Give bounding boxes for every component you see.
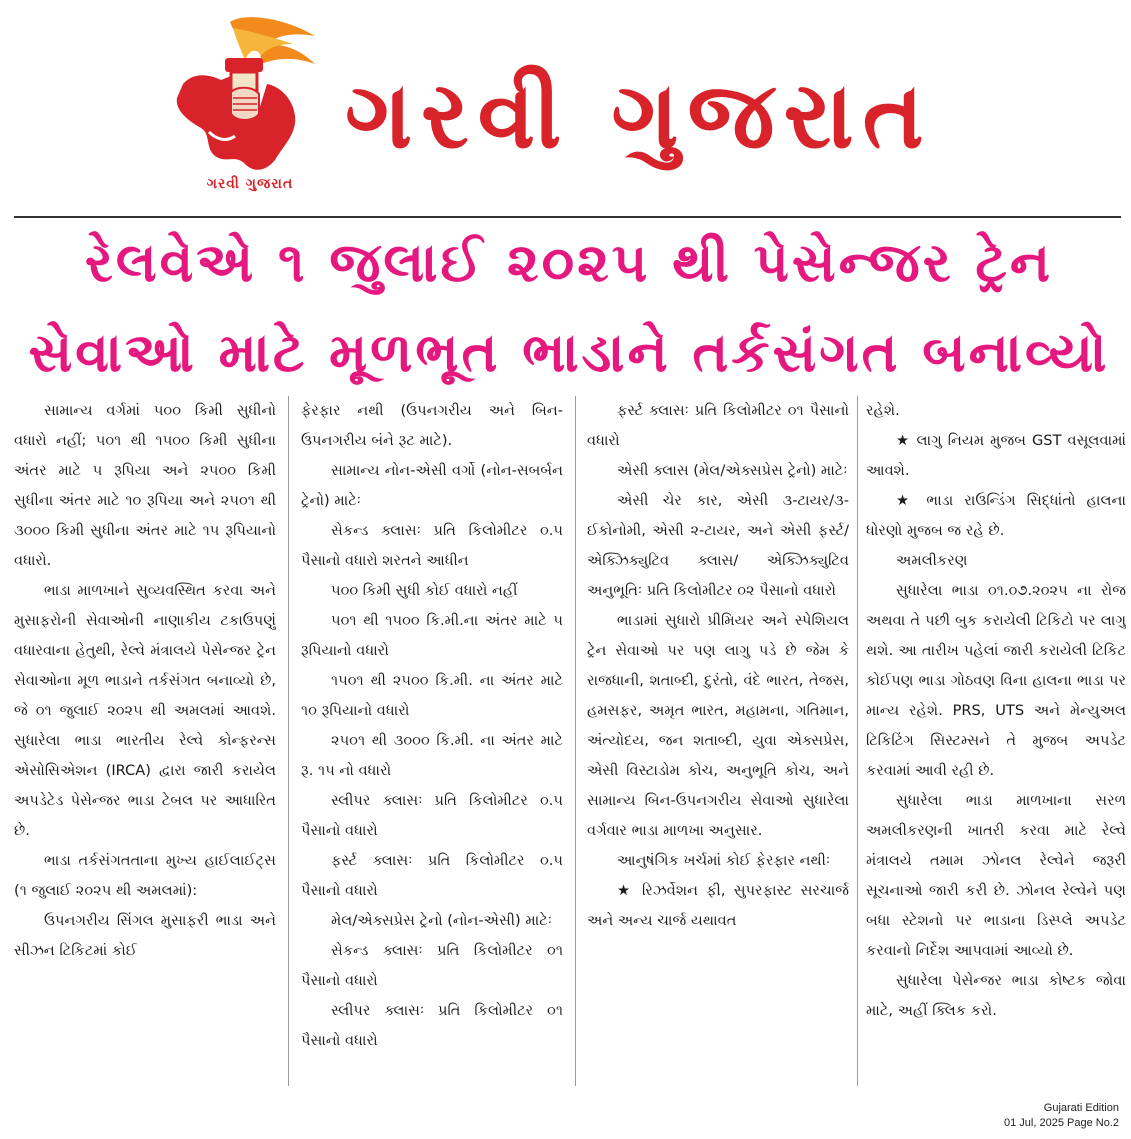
headline-line-2: સેવાઓ માટે મૂળભૂત ભાડાને તર્કસંગત બનાવ્યો bbox=[28, 321, 1110, 384]
article-column-4 bbox=[866, 396, 1126, 1086]
headline-line-1: રેલવેએ ૧ જુલાઈ ૨૦૨૫ થી પેસેન્જર ટ્રેન bbox=[84, 231, 1054, 294]
paragraph: ઉપનગરીય સિંગલ મુસાફરી ભાડા અને સીઝન ટિકિટમાં કોઈ bbox=[14, 912, 276, 959]
paragraph: ૨૫૦૧ થી ૩૦૦૦ કિ.મી. ના અંતર માટે રૂ. ૧૫ નો વધારો bbox=[301, 732, 563, 779]
paragraph: સુધારેલા ભાડા માળખાના સરળ અમલીકરણની ખાતરી કરવા માટે રેલ્વે મંત્રાલયે તમામ ઝોનલ રેલ્વેને જરૂરી સૂચનાઓ જારી કરી છે. ઝોનલ રેલ્વેને પણ બધા સ્ટેશનો પર ભાડાના ડિસ્પ્લે અપડેટ કરવાનો નિર્દેશ આપવામાં આવ્યો છે. bbox=[866, 792, 1126, 959]
column-divider bbox=[288, 396, 289, 1086]
paragraph: સુધારેલા ભાડા ૦૧.૦૭.૨૦૨૫ ના રોજ અથવા તે પછી બુક કરાયેલી ટિકિટો પર લાગુ થશે. આ તારીખ પહેલાં જારી કરાયેલી ટિકિટ કોઈપણ ભાડા ગોઠવણ વિના હાલના ભાડા પર માન્ય રહેશે. PRS, UTS અને મેન્યુઅલ ટિકિટિંગ સિસ્ટમ્સને તે મુજબ અપડેટ કરવામાં આવી રહી છે. bbox=[866, 582, 1126, 779]
paragraph: ફર્સ્ટ ક્લાસઃ પ્રતિ કિલોમીટર ૦૧ પૈસાનો વધારો bbox=[587, 402, 849, 449]
paragraph: ભાડા માળખાને સુવ્યવસ્થિત કરવા અને મુસાફરોની સેવાઓની નાણાકીય ટકાઉપણું વધારવાના હેતુથી, રેલ્વે મંત્રાલયે પેસેન્જર ટ્રેન સેવાઓના મૂળ ભાડાને તર્કસંગત બનાવ્યો છે, જે ૦૧ જુલાઈ ૨૦૨૫ થી અમલમાં આવશે. સુધારેલા ભાડા ભારતીય રેલ્વે કોન્ફરન્સ એસોસિએશન (IRCA) દ્વારા જારી કરાયેલ અપડેટેડ પેસેન્જર ભાડા ટેબલ પર આધારિત છે. bbox=[14, 582, 276, 839]
paragraph: ભાડામાં સુધારો પ્રીમિયર અને સ્પેશિયલ ટ્રેન સેવાઓ પર પણ લાગુ પડે છે જેમ કે રાજધાની, શતાબ્દી, દુરંતો, વંદે ભારત, તેજસ, હમસફર, અમૃત ભારત, મહામના, ગતિમાન, અંત્યોદય, જન શતાબ્દી, યુવા એક્સપ્રેસ, એસી વિસ્ટાડોમ કોચ, અનુભૂતિ કોચ, અને સામાન્ય બિન-ઉપનગરીય સેવાઓ સુધારેલા વર્ગવાર ભાડા માળખા અનુસાર. bbox=[587, 612, 849, 839]
article-column-1 bbox=[14, 396, 276, 1086]
masthead-title: ગરવી ગુજરાત bbox=[345, 62, 933, 169]
masthead-divider bbox=[14, 216, 1121, 218]
article-body bbox=[14, 396, 1126, 1086]
paragraph: ★ ભાડા રાઉન્ડિંગ સિદ્ધાંતો હાલના ધોરણો મુજબ જ રહે છે. bbox=[866, 492, 1126, 539]
paragraph: ૫૦૧ થી ૧૫૦૦ કિ.મી.ના અંતર માટે ૫ રૂપિયાનો વધારો bbox=[301, 612, 563, 659]
column-divider bbox=[575, 396, 576, 1086]
paragraph: સામાન્ય વર્ગમાં ૫૦૦ કિમી સુધીનો વધારો નહીં; ૫૦૧ થી ૧૫૦૦ કિમી સુધીના અંતર માટે ૫ રૂપિયા અને ૨૫૦૦ કિમી સુધીના અંતર માટે ૧૦ રૂપિયા અને ૨૫૦૧ થી ૩૦૦૦ કિમી સુધીના અંતર માટે ૧૫ રૂપિયાનો વધારો. bbox=[14, 402, 276, 569]
paragraph: ★ લાગુ નિયમ મુજબ GST વસૂલવામાં આવશે. bbox=[866, 432, 1126, 479]
paragraph: એસી ક્લાસ (મેલ/એક્સપ્રેસ ટ્રેનો) માટેઃ bbox=[617, 462, 848, 479]
column-divider bbox=[857, 396, 858, 1086]
paragraph: ભાડા તર્કસંગતતાના મુખ્ય હાઈલાઈટ્સ (૧ જુલાઈ ૨૦૨૫ થી અમલમાં): bbox=[14, 852, 276, 899]
paragraph: રહેશે. bbox=[866, 402, 900, 419]
masthead bbox=[0, 0, 1131, 214]
paragraph: સેકન્ડ ક્લાસઃ પ્રતિ કિલોમીટર ૦૧ પૈસાનો વધારો bbox=[301, 942, 563, 989]
paragraph: ૫૦૦ કિમી સુધી કોઈ વધારો નહીં bbox=[331, 582, 518, 599]
edition-footer bbox=[1004, 1101, 1119, 1131]
paragraph: સ્લીપર ક્લાસઃ પ્રતિ કિલોમીટર ૦૧ પૈસાનો વધારો bbox=[301, 1002, 563, 1049]
article-column-3 bbox=[587, 396, 849, 1086]
section-heading: અમલીકરણ bbox=[896, 552, 968, 569]
article-column-2 bbox=[301, 396, 563, 1086]
paragraph: આનુષંગિક ખર્ચમાં કોઈ ફેરફાર નથીઃ bbox=[617, 852, 831, 869]
torch-gujarat-map-icon bbox=[175, 14, 325, 204]
paragraph: ★ રિઝર્વેશન ફી, સુપરફાસ્ટ સરચાર્જ અને અન્ય ચાર્જ યથાવત bbox=[587, 882, 849, 929]
edition-label: Gujarati Edition bbox=[1043, 1102, 1119, 1114]
logo-caption: ગરવી ગુજરાત bbox=[206, 176, 294, 192]
paragraph: સુધારેલા પેસેન્જર ભાડા કોષ્ટક જોવા માટે, અહીં ક્લિક કરો. bbox=[866, 972, 1126, 1019]
paragraph: ફર્સ્ટ ક્લાસઃ પ્રતિ કિલોમીટર ૦.૫ પૈસાનો વધારો bbox=[301, 852, 563, 899]
paragraph: સેકન્ડ ક્લાસઃ પ્રતિ કિલોમીટર ૦.૫ પૈસાનો વધારો શરતને આધીન bbox=[301, 522, 563, 569]
paragraph: ફેરફાર નથી (ઉપનગરીય અને બિન-ઉપનગરીય બંને રૂટ માટે). bbox=[301, 402, 563, 449]
paragraph: સ્લીપર ક્લાસઃ પ્રતિ કિલોમીટર ૦.૫ પૈસાનો વધારો bbox=[301, 792, 563, 839]
paragraph: મેલ/એક્સપ્રેસ ટ્રેનો (નોન-એસી) માટેઃ bbox=[331, 912, 552, 929]
paragraph: ૧૫૦૧ થી ૨૫૦૦ કિ.મી. ના અંતર માટે ૧૦ રૂપિયાનો વધારો bbox=[301, 672, 563, 719]
paragraph: સામાન્ય નોન-એસી વર્ગો (નોન-સબર્બન ટ્રેનો) માટેઃ bbox=[301, 462, 563, 509]
paragraph: એસી ચેર કાર, એસી ૩-ટાયર/૩-ઈકોનોમી, એસી ૨-ટાયર, અને એસી ફર્સ્ટ/એક્ઝિક્યુટિવ ક્લાસ/ એક્ઝિક્યુટિવ અનુભૂતિઃ પ્રતિ કિલોમીટર ૦૨ પૈસાનો વધારો bbox=[587, 492, 849, 599]
date-page-label: 01 Jul, 2025 Page No.2 bbox=[1004, 1117, 1119, 1129]
